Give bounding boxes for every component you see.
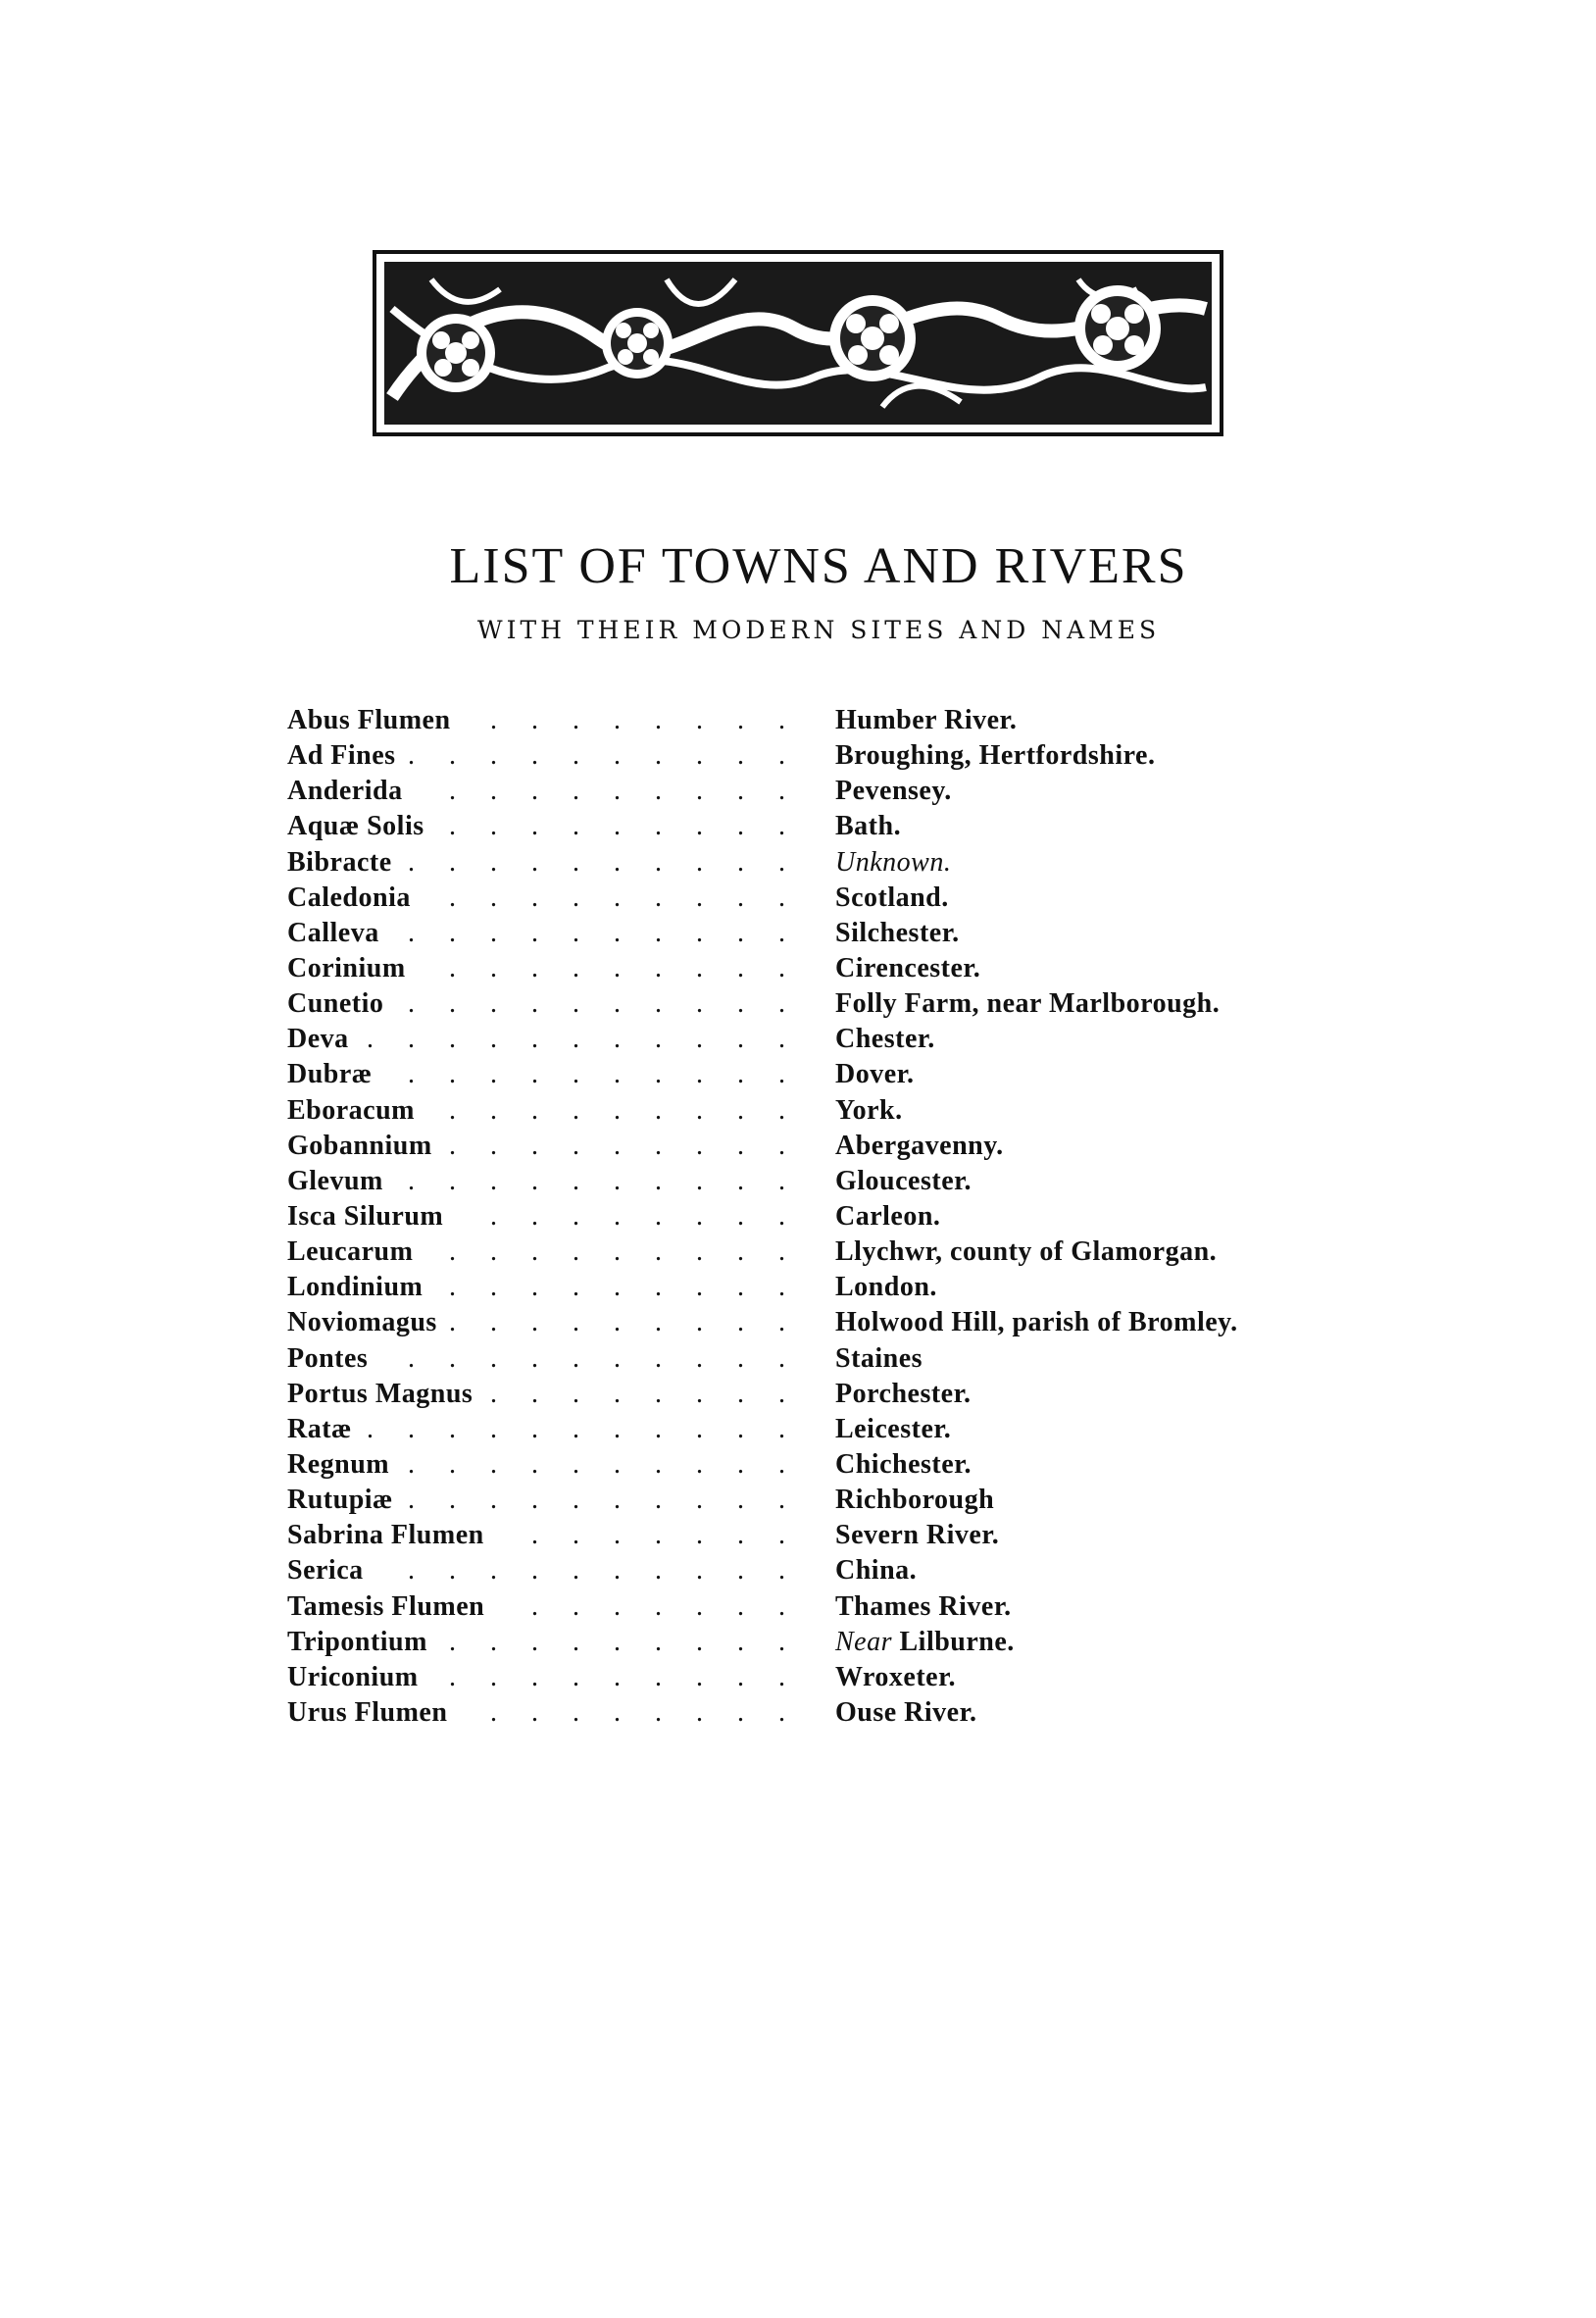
modern-name-text: Llychwr, county of Glamorgan. bbox=[835, 1236, 1218, 1268]
list-item bbox=[287, 1341, 1464, 1377]
ancient-name-cell bbox=[287, 1057, 799, 1092]
list-item bbox=[287, 1447, 1464, 1483]
modern-name bbox=[835, 809, 901, 844]
modern-name-text: Porchester. bbox=[835, 1378, 972, 1409]
list-item bbox=[287, 1093, 1464, 1129]
ancient-name-cell bbox=[287, 1660, 799, 1695]
modern-name bbox=[835, 1447, 972, 1483]
list-item bbox=[287, 1483, 1464, 1518]
modern-name-text: China. bbox=[835, 1555, 918, 1587]
modern-name-text: Leicester. bbox=[835, 1413, 952, 1444]
ancient-name: Gobannium bbox=[287, 1130, 432, 1161]
ancient-name-cell bbox=[287, 703, 799, 738]
ancient-name: Pontes bbox=[287, 1342, 369, 1374]
modern-name bbox=[835, 1235, 1217, 1270]
dot-leader: . . . . . . . . . . bbox=[408, 1165, 799, 1196]
ancient-name: Rutupiæ bbox=[287, 1485, 393, 1516]
modern-name bbox=[835, 1057, 915, 1092]
modern-name-text: Pevensey. bbox=[835, 776, 952, 807]
modern-name-text: Scotland. bbox=[835, 882, 949, 913]
list-item bbox=[287, 703, 1464, 738]
modern-name-text: Lilburne. bbox=[899, 1626, 1015, 1657]
modern-name-text: Ouse River. bbox=[835, 1696, 977, 1728]
list-item bbox=[287, 738, 1464, 774]
modern-name bbox=[835, 1164, 972, 1199]
list-item bbox=[287, 1625, 1464, 1660]
dot-leader: . . . . . . . bbox=[531, 1520, 799, 1551]
ancient-name-cell bbox=[287, 738, 799, 774]
dot-leader: . . . . . . . . . bbox=[449, 882, 799, 913]
ancient-name-cell bbox=[287, 809, 799, 844]
ancient-name-cell bbox=[287, 1305, 799, 1340]
ancient-name-cell bbox=[287, 881, 799, 916]
ancient-name: Tamesis Flumen bbox=[287, 1590, 485, 1622]
ancient-name: Urus Flumen bbox=[287, 1696, 448, 1728]
modern-name bbox=[835, 1305, 1238, 1340]
list-item bbox=[287, 1518, 1464, 1553]
list-item bbox=[287, 881, 1464, 916]
dot-leader: . . . . . . . . . . . bbox=[367, 1413, 799, 1444]
modern-name bbox=[835, 845, 951, 881]
ancient-name: Dubræ bbox=[287, 1059, 373, 1090]
ancient-name-cell bbox=[287, 951, 799, 986]
modern-name bbox=[835, 1589, 1012, 1625]
list-item bbox=[287, 1164, 1464, 1199]
modern-name bbox=[835, 1553, 917, 1588]
modern-name-text: Richborough bbox=[835, 1485, 995, 1516]
dot-leader: . . . . . . . bbox=[531, 1590, 799, 1622]
modern-name-text: Bath. bbox=[835, 811, 902, 842]
list-item bbox=[287, 986, 1464, 1022]
modern-name bbox=[835, 1129, 1004, 1164]
list-item bbox=[287, 1270, 1464, 1305]
dot-leader: . . . . . . . . . bbox=[449, 1272, 799, 1303]
modern-name-text: Thames River. bbox=[835, 1590, 1012, 1622]
dot-leader: . . . . . . . . . . bbox=[408, 1555, 799, 1587]
ancient-name-cell bbox=[287, 1235, 799, 1270]
ancient-name: Aquæ Solis bbox=[287, 811, 424, 842]
modern-name bbox=[835, 774, 952, 809]
dot-leader: . . . . . . . . . . . bbox=[367, 1024, 799, 1055]
dot-leader: . . . . . . . . . . bbox=[408, 740, 799, 772]
ancient-name: Ratæ bbox=[287, 1413, 352, 1444]
modern-name-text: Chester. bbox=[835, 1024, 935, 1055]
ancient-name-cell bbox=[287, 845, 799, 881]
ancient-name-cell bbox=[287, 1341, 799, 1377]
dot-leader: . . . . . . . . . . bbox=[408, 1059, 799, 1090]
modern-name-text: Folly Farm, near Marlborough. bbox=[835, 988, 1221, 1020]
ancient-name-cell bbox=[287, 1695, 799, 1731]
dot-leader: . . . . . . . . . bbox=[449, 1626, 799, 1657]
dot-leader: . . . . . . . . . bbox=[449, 1130, 799, 1161]
ancient-name-cell bbox=[287, 1164, 799, 1199]
modern-name bbox=[835, 1377, 971, 1412]
modern-name bbox=[835, 1199, 940, 1235]
modern-name-text: York. bbox=[835, 1094, 903, 1126]
dot-leader: . . . . . . . . . bbox=[449, 1094, 799, 1126]
dot-leader: . . . . . . . . bbox=[490, 705, 799, 735]
ancient-name-cell bbox=[287, 986, 799, 1022]
dot-leader: . . . . . . . . bbox=[490, 1378, 799, 1409]
dot-leader: . . . . . . . . . bbox=[449, 1661, 799, 1692]
ancient-name-cell bbox=[287, 1518, 799, 1553]
ancient-name: Isca Silurum bbox=[287, 1200, 444, 1232]
list-item bbox=[287, 1589, 1464, 1625]
modern-name bbox=[835, 1412, 951, 1447]
list-item bbox=[287, 1553, 1464, 1588]
ancient-name: Sabrina Flumen bbox=[287, 1520, 484, 1551]
dot-leader: . . . . . . . . . . bbox=[408, 988, 799, 1020]
modern-name bbox=[835, 1518, 999, 1553]
list-item bbox=[287, 1377, 1464, 1412]
modern-name-text: Cirencester. bbox=[835, 952, 981, 983]
ancient-name: Abus Flumen bbox=[287, 705, 451, 735]
dot-leader: . . . . . . . . . . bbox=[408, 917, 799, 948]
modern-name-text: Holwood Hill, parish of Bromley. bbox=[835, 1307, 1238, 1338]
modern-name bbox=[835, 1483, 994, 1518]
modern-name bbox=[835, 703, 1017, 738]
ancient-name: Bibracte bbox=[287, 846, 392, 878]
dot-leader: . . . . . . . . bbox=[490, 1200, 799, 1232]
ancient-name: Caledonia bbox=[287, 882, 411, 913]
towns-rivers-list bbox=[287, 703, 1464, 1731]
ancient-name: Portus Magnus bbox=[287, 1378, 474, 1409]
ancient-name: Tripontium bbox=[287, 1626, 427, 1657]
modern-name bbox=[835, 1695, 976, 1731]
ancient-name-cell bbox=[287, 1129, 799, 1164]
dot-leader: . . . . . . . . bbox=[490, 1696, 799, 1728]
list-item bbox=[287, 951, 1464, 986]
ancient-name-cell bbox=[287, 1553, 799, 1588]
list-item bbox=[287, 1199, 1464, 1235]
modern-name bbox=[835, 986, 1220, 1022]
rose-icon bbox=[417, 314, 495, 392]
list-item bbox=[287, 916, 1464, 951]
modern-name-text: Broughing, Hertfordshire. bbox=[835, 740, 1156, 772]
modern-name bbox=[835, 1270, 937, 1305]
list-item bbox=[287, 1695, 1464, 1731]
list-item bbox=[287, 1412, 1464, 1447]
dot-leader: . . . . . . . . . bbox=[449, 1307, 799, 1338]
modern-name-text: Carleon. bbox=[835, 1200, 941, 1232]
list-item bbox=[287, 1305, 1464, 1340]
modern-name-text: Humber River. bbox=[835, 705, 1018, 735]
modern-name-text: Wroxeter. bbox=[835, 1661, 956, 1692]
ancient-name-cell bbox=[287, 1022, 799, 1057]
ancient-name: Serica bbox=[287, 1555, 364, 1587]
modern-name bbox=[835, 951, 980, 986]
modern-name bbox=[835, 1093, 903, 1129]
ancient-name: Noviomagus bbox=[287, 1307, 437, 1338]
ancient-name: Cunetio bbox=[287, 988, 384, 1020]
floral-ornament-icon bbox=[373, 250, 1223, 436]
decorative-floral-banner bbox=[373, 250, 1223, 436]
ancient-name-cell bbox=[287, 916, 799, 951]
dot-leader: . . . . . . . . . bbox=[449, 952, 799, 983]
ancient-name-cell bbox=[287, 1093, 799, 1129]
ancient-name: Eboracum bbox=[287, 1094, 415, 1126]
dot-leader: . . . . . . . . . . bbox=[408, 1448, 799, 1480]
modern-name bbox=[835, 1660, 956, 1695]
ancient-name-cell bbox=[287, 1377, 799, 1412]
dot-leader: . . . . . . . . . bbox=[449, 1236, 799, 1268]
ancient-name-cell bbox=[287, 774, 799, 809]
dot-leader: . . . . . . . . . . bbox=[408, 846, 799, 878]
dot-leader: . . . . . . . . . bbox=[449, 811, 799, 842]
ancient-name: Leucarum bbox=[287, 1236, 414, 1268]
page-title: LIST OF TOWNS AND RIVERS bbox=[449, 538, 1188, 594]
modern-name-text: Severn River. bbox=[835, 1520, 1000, 1551]
ancient-name: Regnum bbox=[287, 1448, 390, 1480]
dot-leader: . . . . . . . . . bbox=[449, 776, 799, 807]
ancient-name: Calleva bbox=[287, 917, 379, 948]
ancient-name-cell bbox=[287, 1412, 799, 1447]
modern-name bbox=[835, 1341, 923, 1377]
list-item bbox=[287, 1235, 1464, 1270]
modern-name bbox=[835, 881, 949, 916]
list-item bbox=[287, 1022, 1464, 1057]
ancient-name-cell bbox=[287, 1483, 799, 1518]
modern-name-text: Chichester. bbox=[835, 1448, 973, 1480]
modern-name-text: Silchester. bbox=[835, 917, 960, 948]
modern-name-text: Gloucester. bbox=[835, 1165, 972, 1196]
modern-name-text: Abergavenny. bbox=[835, 1130, 1004, 1161]
modern-name bbox=[835, 1022, 935, 1057]
dot-leader: . . . . . . . . . . bbox=[408, 1485, 799, 1516]
ancient-name: Anderida bbox=[287, 776, 403, 807]
ancient-name: Ad Fines bbox=[287, 740, 396, 772]
list-item bbox=[287, 1129, 1464, 1164]
modern-name bbox=[835, 916, 960, 951]
list-item bbox=[287, 774, 1464, 809]
page-subtitle: WITH THEIR MODERN SITES AND NAMES bbox=[476, 616, 1161, 644]
modern-name-text: Dover. bbox=[835, 1059, 915, 1090]
list-item bbox=[287, 809, 1464, 844]
modern-name-text: Unknown. bbox=[835, 846, 952, 878]
modern-name-text: London. bbox=[835, 1272, 937, 1303]
list-item bbox=[287, 845, 1464, 881]
list-item bbox=[287, 1057, 1464, 1092]
list-item bbox=[287, 1660, 1464, 1695]
ancient-name: Deva bbox=[287, 1024, 349, 1055]
modern-name bbox=[835, 1625, 1015, 1660]
ancient-name: Londinium bbox=[287, 1272, 424, 1303]
modern-name bbox=[835, 738, 1155, 774]
ancient-name: Uriconium bbox=[287, 1661, 419, 1692]
modern-name-text: Staines bbox=[835, 1342, 923, 1374]
modern-prefix: Near bbox=[835, 1626, 892, 1657]
ancient-name-cell bbox=[287, 1270, 799, 1305]
ancient-name-cell bbox=[287, 1625, 799, 1660]
ancient-name-cell bbox=[287, 1589, 799, 1625]
ancient-name-cell bbox=[287, 1447, 799, 1483]
dot-leader: . . . . . . . . . . bbox=[408, 1342, 799, 1374]
ancient-name: Glevum bbox=[287, 1165, 383, 1196]
ancient-name-cell bbox=[287, 1199, 799, 1235]
ancient-name: Corinium bbox=[287, 952, 406, 983]
